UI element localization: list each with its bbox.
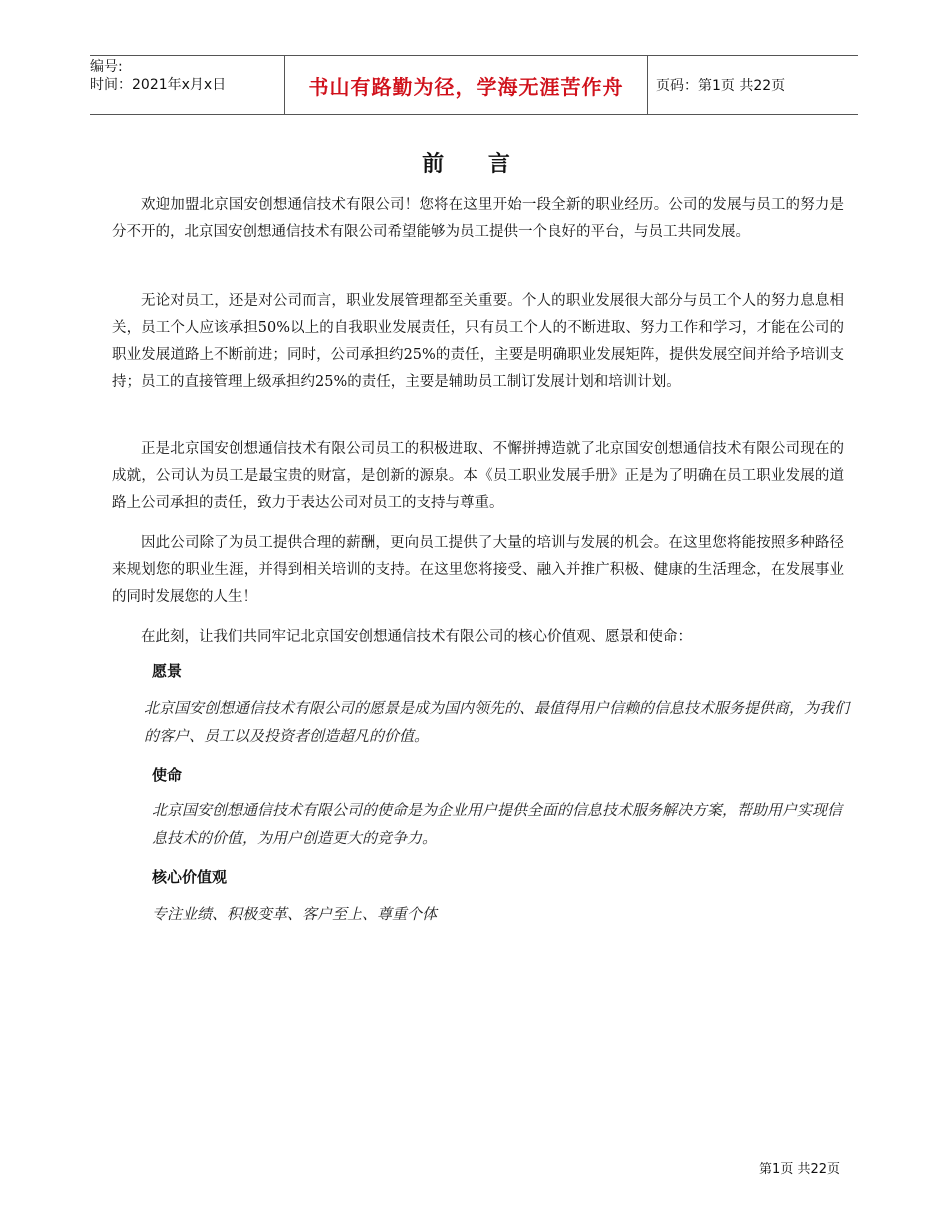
document-number-label: 编号: (90, 59, 123, 75)
paragraph-text: 欢迎加盟北京国安创想通信技术有限公司！您将在这里开始一段全新的职业经历。公司的发展与员工的努力是分不开的，北京国安创想通信技术有限公司希望能够为员工提供一个良好的平台，与员工共同发展。 (112, 197, 844, 240)
header-meta (90, 56, 284, 114)
core-values-text: 专注业绩、积极变革、客户至上、尊重个体 (152, 905, 438, 923)
core-values-heading: 核心价值观 (152, 868, 228, 886)
intro-paragraph-2 (112, 288, 844, 406)
vision-text: 北京国安创想通信技术有限公司的愿景是成为国内领先的、最值得用户信赖的信息技术服务提供商，为我们的客户、员工以及投资者创造超凡的价值。 (144, 699, 850, 745)
intro-paragraph-5 (112, 624, 844, 661)
page-title: 前 言 (422, 152, 528, 177)
paragraph-text: 无论对员工，还是对公司而言，职业发展管理都至关重要。个人的职业发展很大部分与员工个人的努力息息相关，员工个人应该承担50%以上的自我职业发展责任，只有员工个人的不断进取、努力工作和学习，才能在公司的职业发展道路上不断前进；同时，公司承担约25%的责任，主要是明确职业发展矩阵，提供发展空间并给予培训支持；员工的直接管理上级承担约25%的责任，主要是辅助员工制订发展计划和培训计划。 (112, 293, 844, 390)
document-time-label: 时间：2021年x月x日 (90, 77, 227, 93)
page-header (90, 55, 858, 115)
footer-page-number: 第1页 共22页 (759, 1162, 840, 1177)
paragraph-text: 正是北京国安创想通信技术有限公司员工的积极进取、不懈拼搏造就了北京国安创想通信技术有限公司现在的成就，公司认为员工是最宝贵的财富，是创新的源泉。本《员工职业发展手册》正是为了明确在员工职业发展的道路上公司承担的责任，致力于表达公司对员工的支持与尊重。 (112, 441, 844, 511)
header-motto: 书山有路勤为径，学海无涯苦作舟 (308, 74, 624, 99)
paragraph-text: 因此公司除了为员工提供合理的薪酬，更向员工提供了大量的培训与发展的机会。在这里您将能按照多种路径来规划您的职业生涯，并得到相关培训的支持。在这里您将接受、融入并推广积极、健康的生活理念，在发展事业的同时发展您的人生！ (112, 535, 844, 605)
header-motto-cell (284, 56, 648, 114)
header-page-number: 页码：第1页 共22页 (656, 78, 786, 94)
intro-paragraph-1 (112, 192, 844, 256)
mission-text: 北京国安创想通信技术有限公司的使命是为企业用户提供全面的信息技术服务解决方案，帮助用户实现信息技术的价值，为用户创造更大的竞争力。 (152, 801, 843, 847)
intro-paragraph-3 (112, 436, 844, 527)
intro-paragraph-4 (112, 530, 844, 621)
mission-heading: 使命 (152, 766, 183, 784)
vision-heading: 愿景 (152, 662, 183, 680)
paragraph-text: 在此刻，让我们共同牢记北京国安创想通信技术有限公司的核心价值观、愿景和使命： (141, 629, 692, 645)
